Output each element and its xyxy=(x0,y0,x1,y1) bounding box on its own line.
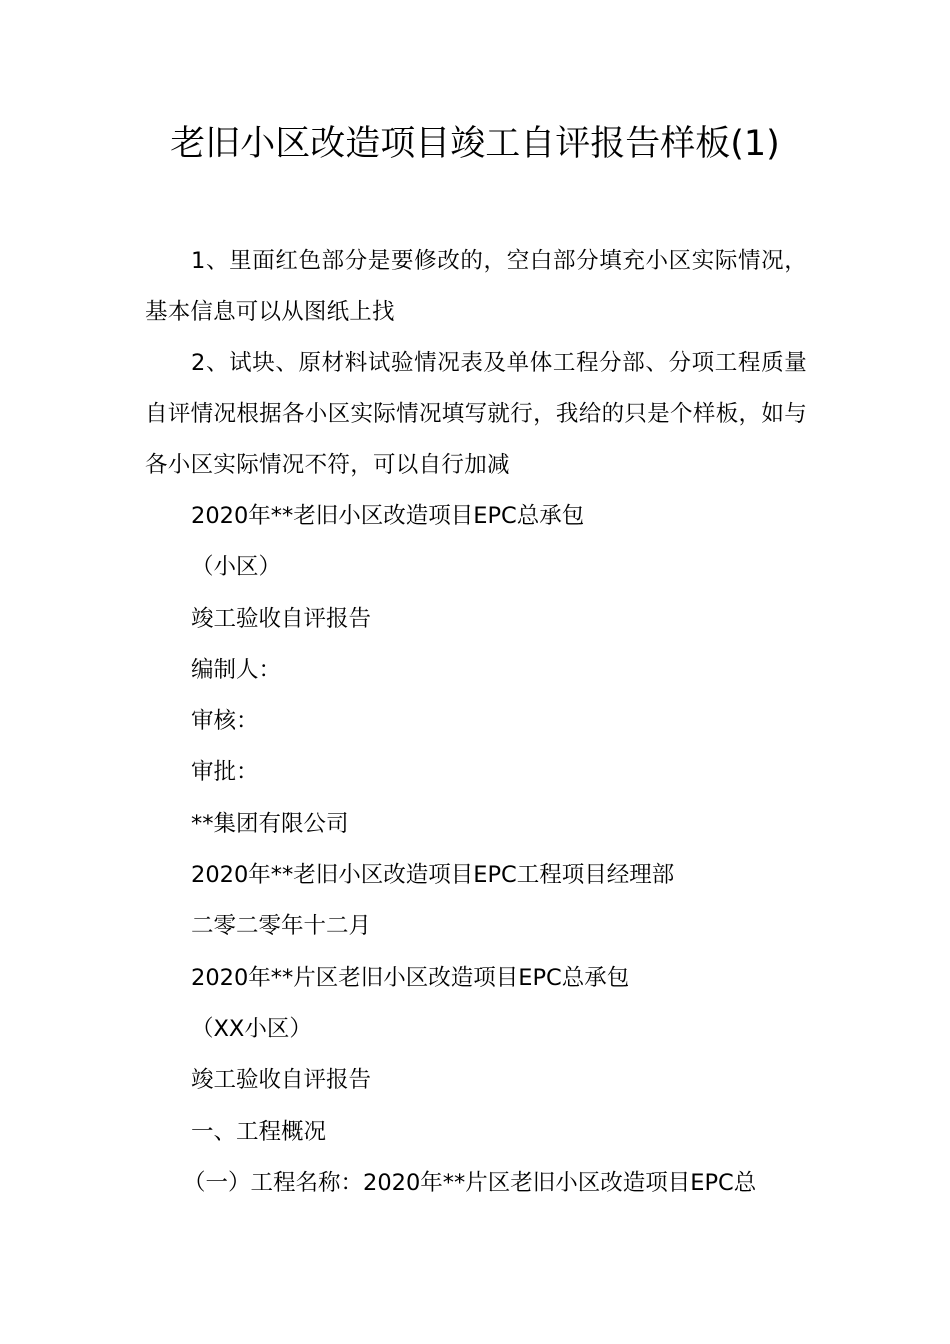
report-heading-line: 竣工验收自评报告 xyxy=(191,605,372,632)
project-name-field-line: （一）工程名称：2020年**片区老旧小区改造项目EPC总 xyxy=(183,1169,757,1196)
project-department-line: 2020年**老旧小区改造项目EPC工程项目经理部 xyxy=(191,862,675,889)
xx-community-line: （XX小区） xyxy=(191,1015,312,1042)
document-body xyxy=(145,236,807,1209)
company-line: **集团有限公司 xyxy=(191,810,349,837)
project-name-line: 2020年**老旧小区改造项目EPC总承包 xyxy=(191,503,585,529)
district-project-name-line: 2020年**片区老旧小区改造项目EPC总承包 xyxy=(191,964,630,991)
document-title: 老旧小区改造项目竣工自评报告样板(1) xyxy=(170,124,780,164)
instruction-paragraph-1: 1、里面红色部分是要修改的，空白部分填充小区实际情况，基本信息可以从图纸上找 xyxy=(145,248,807,325)
approver-line: 审批： xyxy=(191,759,259,786)
date-line: 二零二零年十二月 xyxy=(191,913,372,940)
community-placeholder-line: （小区） xyxy=(191,554,282,581)
instruction-paragraph-2: 2、试块、原材料试验情况表及单体工程分部、分项工程质量自评情况根据各小区实际情况填写就行，我给的只是个样板，如与各小区实际情况不符，可以自行加减 xyxy=(145,350,807,478)
reviewer-line: 审核： xyxy=(191,708,259,735)
section-heading-overview: 一、工程概况 xyxy=(191,1118,327,1145)
compiler-line: 编制人： xyxy=(191,656,282,683)
report-heading-line-2: 竣工验收自评报告 xyxy=(191,1067,372,1094)
